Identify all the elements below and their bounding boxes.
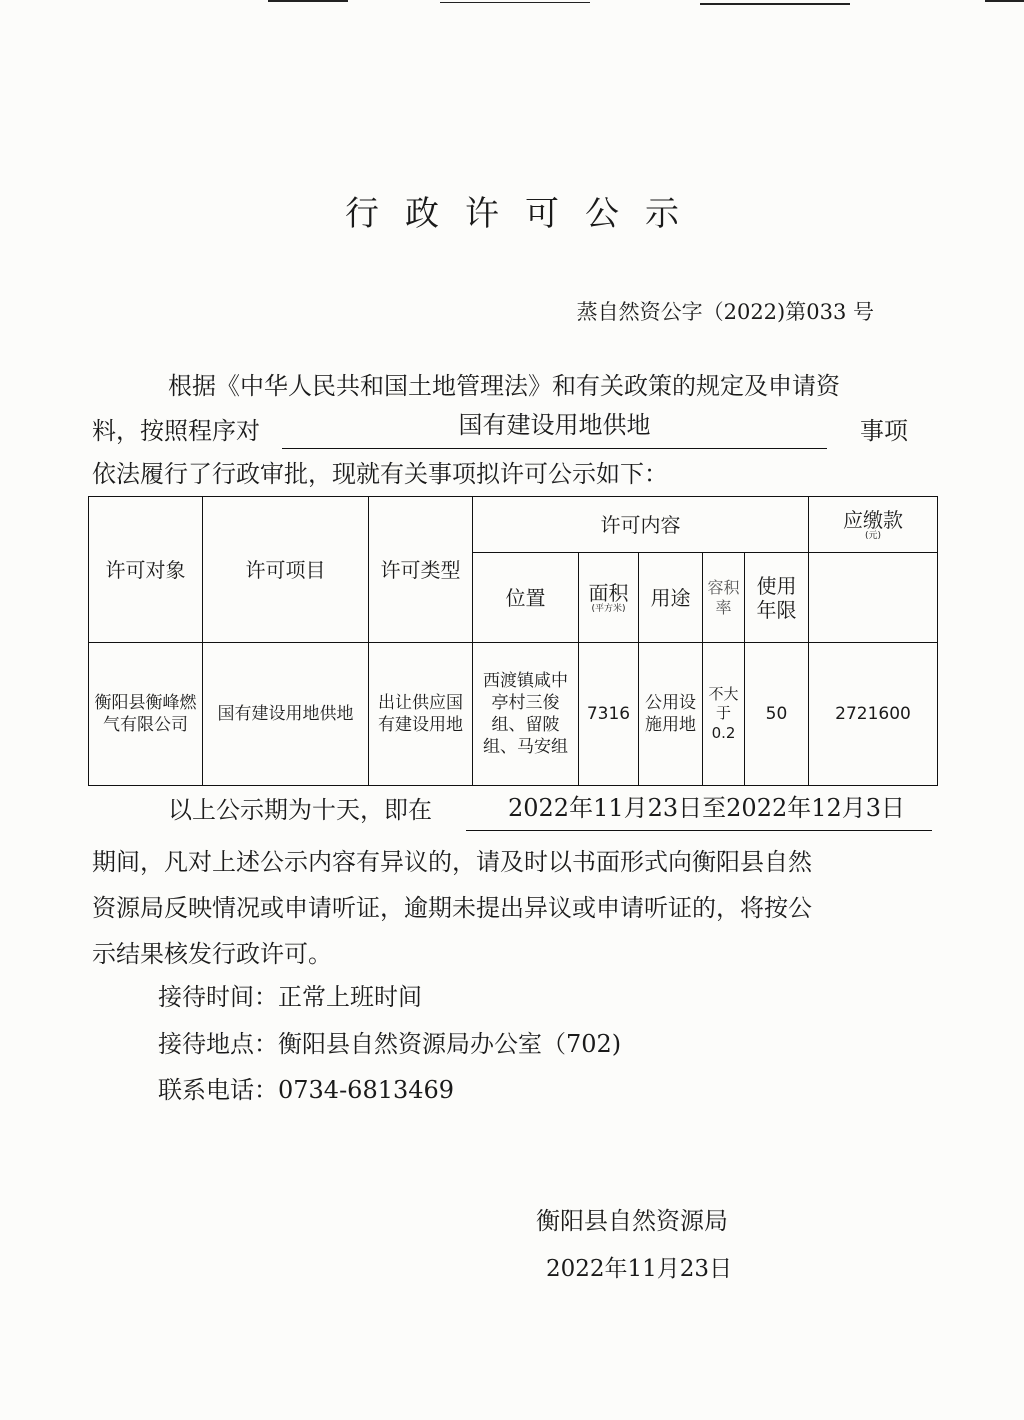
cell-plot-ratio: 不大于0.2 [703, 643, 745, 786]
reception-place: 接待地点：衡阳县自然资源局办公室（702) [158, 1030, 622, 1058]
header-plot-ratio: 容积率 [703, 553, 745, 643]
cell-usage: 公用设施用地 [639, 643, 703, 786]
page-title: 行政许可公示 [345, 194, 705, 234]
cell-fee: 2721600 [809, 643, 938, 786]
header-content: 许可内容 [473, 497, 809, 553]
cell-item: 国有建设用地供地 [203, 643, 369, 786]
signature-org: 衡阳县自然资源局 [536, 1207, 728, 1235]
header-area [579, 553, 639, 643]
period-blank: 2022年11月23日至2022年12月3日 [466, 786, 932, 831]
header-item: 许可项目 [203, 497, 369, 643]
intro-line-3: 依法履行了行政审批，现就有关事项拟许可公示如下： [92, 460, 668, 488]
header-type: 许可类型 [369, 497, 473, 643]
scan-mark [440, 2, 590, 3]
header-fee-spacer [809, 553, 938, 643]
intro-line-2-suffix: 事项 [860, 417, 908, 445]
header-area-unit: (平方米) [591, 604, 626, 614]
notice-line-2: 资源局反映情况或申请听证，逾期未提出异议或申请听证的，将按公 [92, 894, 812, 922]
document-number: 蒸自然资公字（2022)第033 号 [576, 300, 874, 324]
intro-line-2-prefix: 料，按照程序对 [92, 417, 260, 445]
signature-date: 2022年11月23日 [546, 1256, 733, 1282]
cell-area: 7316 [579, 643, 639, 786]
cell-target: 衡阳县衡峰燃气有限公司 [89, 643, 203, 786]
header-fee-unit: (元) [864, 531, 882, 541]
matter-blank: 国有建设用地供地 [282, 405, 827, 449]
header-location: 位置 [473, 553, 579, 643]
reception-time: 接待时间：正常上班时间 [158, 983, 422, 1011]
notice-line-1: 期间，凡对上述公示内容有异议的，请及时以书面形式向衡阳县自然 [92, 848, 812, 876]
scan-mark [700, 3, 850, 5]
header-fee-label: 应缴款 [843, 508, 903, 532]
contact-phone: 联系电话：0734-6813469 [158, 1076, 455, 1104]
header-fee [809, 497, 938, 553]
scan-mark [268, 0, 348, 2]
header-term: 使用年限 [745, 553, 809, 643]
cell-type: 出让供应国有建设用地 [369, 643, 473, 786]
cell-term: 50 [745, 643, 809, 786]
header-target: 许可对象 [89, 497, 203, 643]
header-area-label: 面积 [588, 581, 629, 605]
permit-table [88, 496, 938, 786]
header-usage: 用途 [639, 553, 703, 643]
scan-mark [985, 0, 1024, 2]
cell-location: 西渡镇咸中亭村三俊组、留陂组、马安组 [473, 643, 579, 786]
intro-line-1: 根据《中华人民共和国土地管理法》和有关政策的规定及申请资 [168, 372, 840, 400]
period-prefix: 以上公示期为十天，即在 [168, 796, 432, 824]
notice-line-3: 示结果核发行政许可。 [92, 940, 332, 968]
